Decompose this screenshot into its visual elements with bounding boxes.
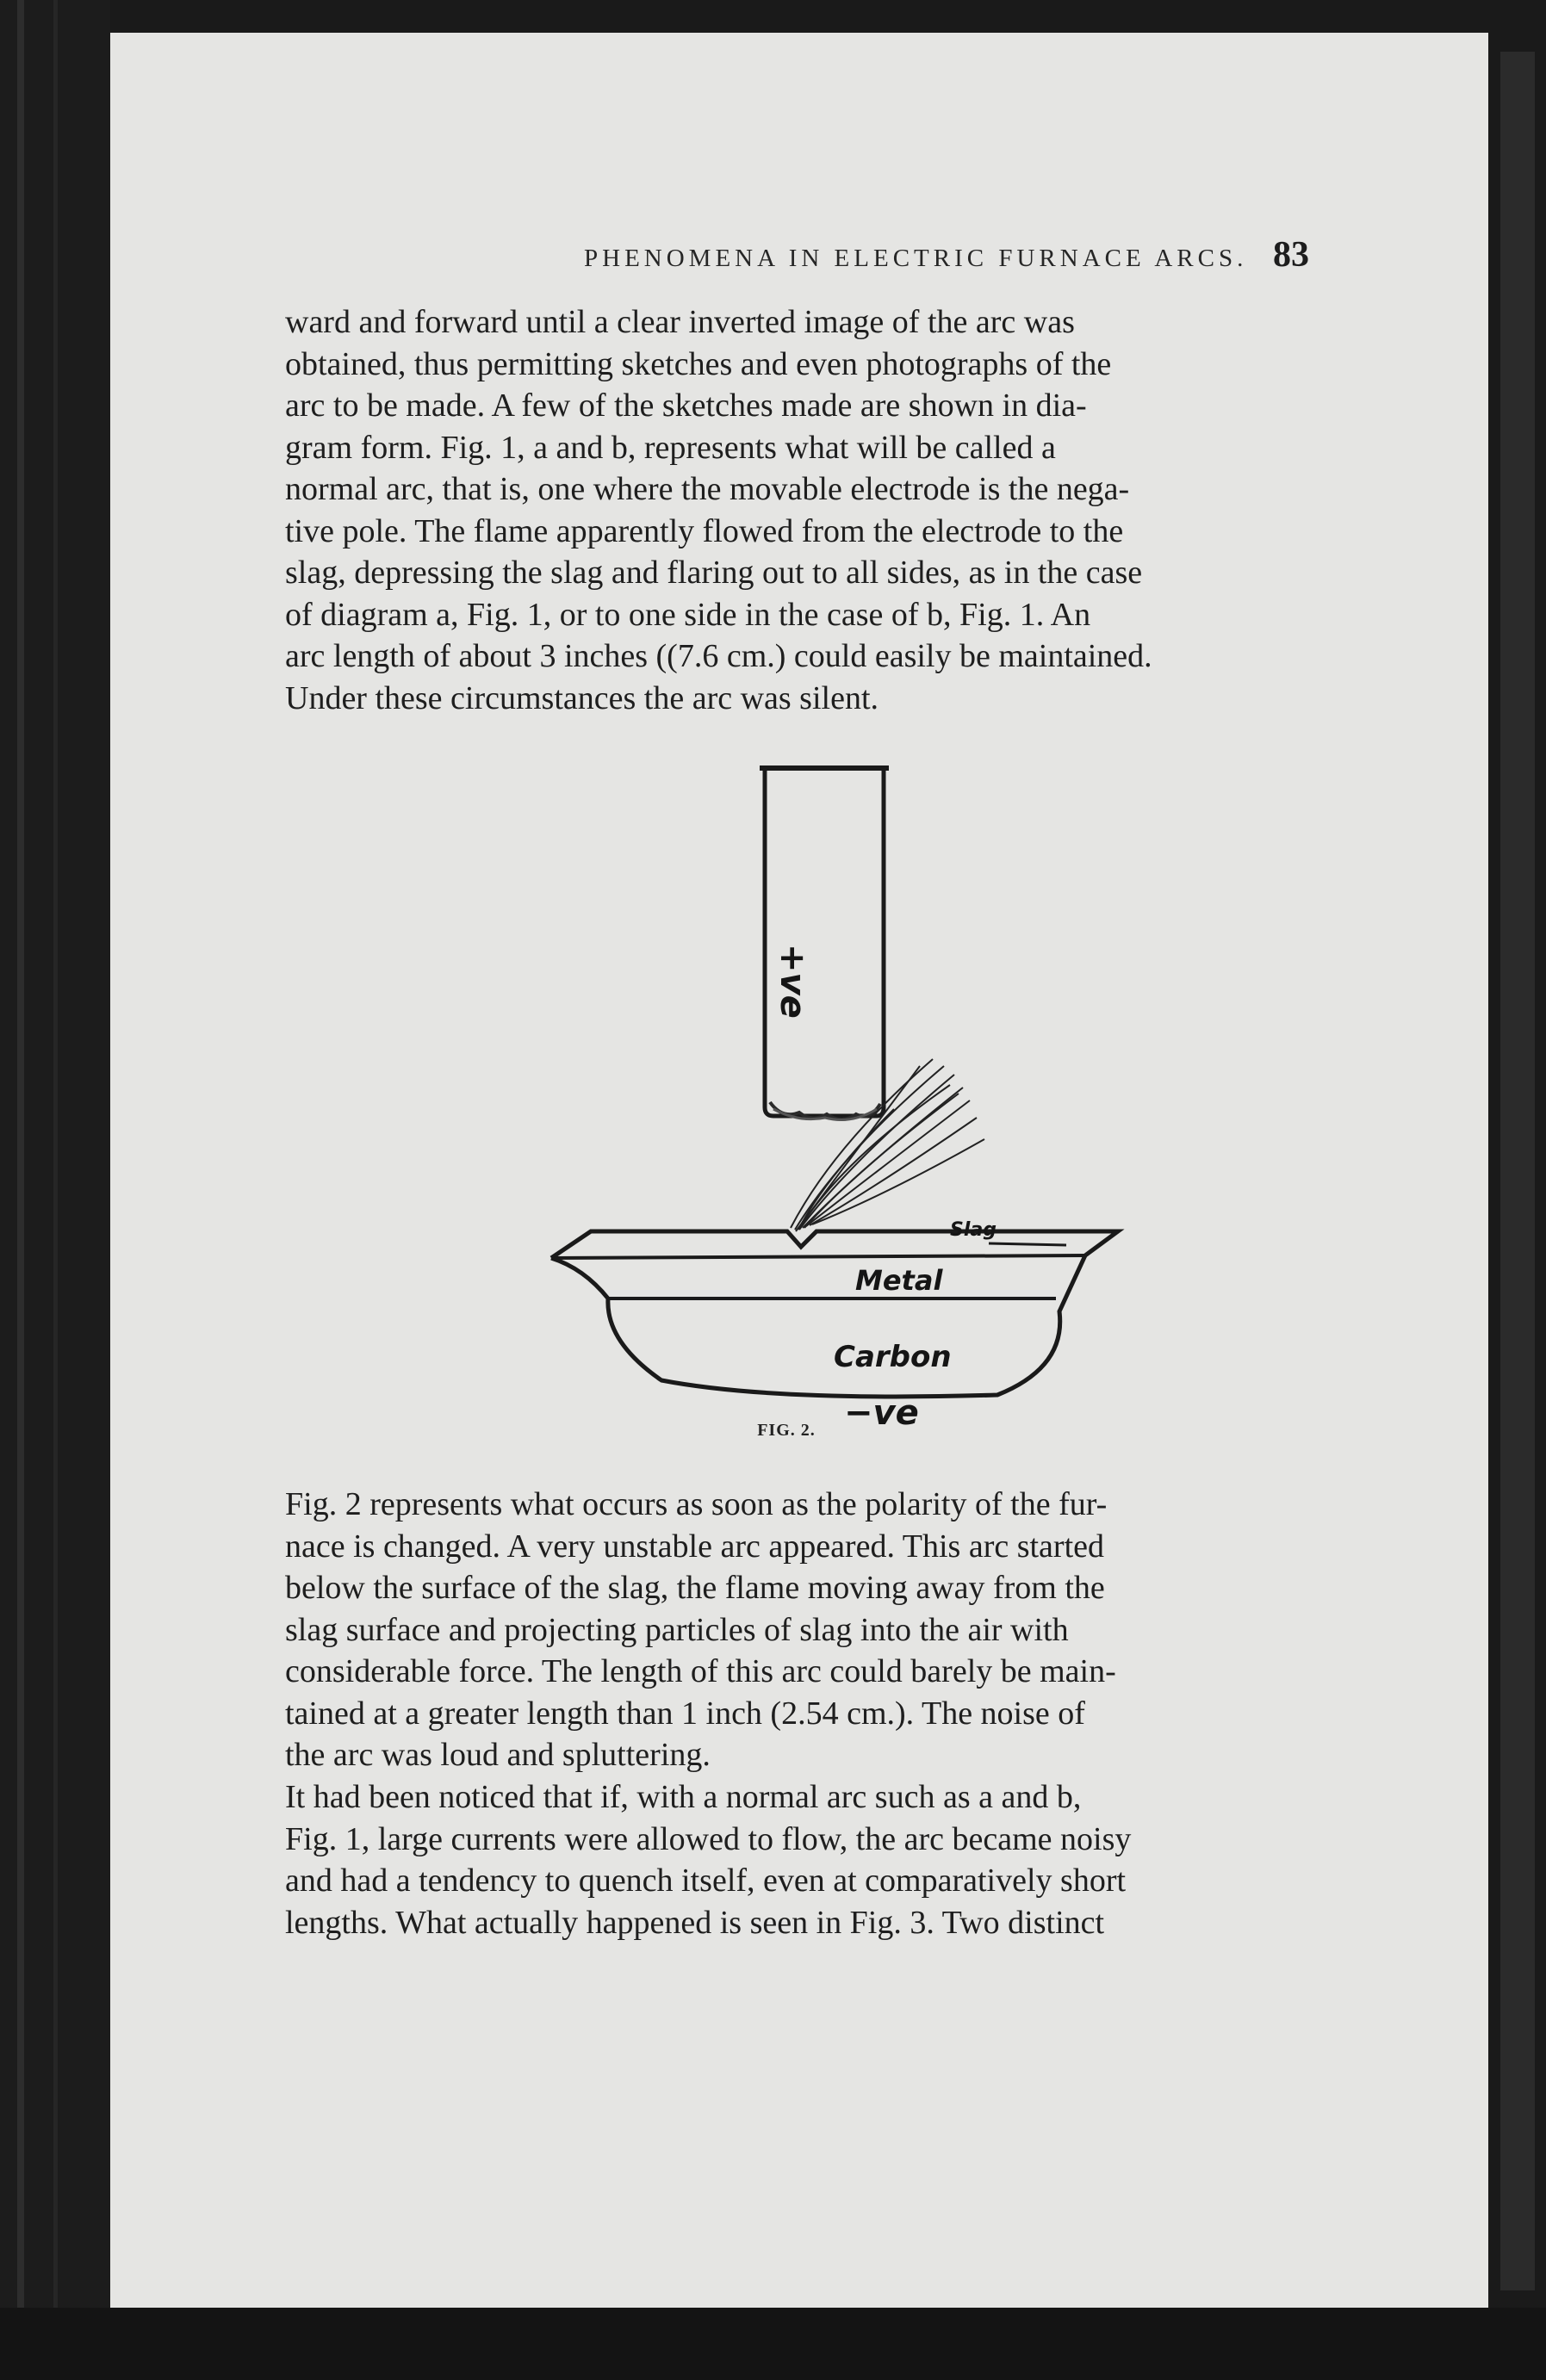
- electrode-body: [765, 768, 884, 1116]
- text-line: ward and forward until a clear inverted image of the arc was: [285, 304, 1075, 340]
- scan-border-bottom: [0, 2308, 1546, 2380]
- slag-pointer: [989, 1243, 1066, 1245]
- page-number: 83: [1273, 235, 1309, 275]
- page-edge-shadow: [1500, 52, 1535, 2290]
- book-page: [110, 33, 1488, 2308]
- text-line: slag surface and projecting particles of slag into the air with: [285, 1611, 1069, 1648]
- figure-caption: FIG. 2.: [757, 1421, 816, 1440]
- slag-label: Slag: [950, 1219, 997, 1241]
- paragraph: [285, 1776, 1306, 1943]
- paragraph: [285, 301, 1306, 719]
- text-line: Fig. 2 represents what occurs as soon as the polarity of the fur-: [285, 1486, 1108, 1522]
- paragraph: [285, 1484, 1306, 1776]
- text-line: Fig. 1, large currents were allowed to flow, the arc became noisy: [285, 1820, 1132, 1857]
- scan-border-top: [0, 0, 1546, 33]
- text-line: tive pole. The flame apparently flowed from the electrode to the: [285, 512, 1124, 549]
- negative-polarity-label: −ve: [844, 1393, 919, 1433]
- electrode-polarity-label: +ve: [773, 944, 812, 1019]
- slag-bottom-line: [551, 1255, 1085, 1258]
- figure-2-diagram: [515, 747, 1152, 1436]
- text-line: arc length of about 3 inches ((7.6 cm.) could easily be maintained.: [285, 638, 1152, 674]
- crucible-outline: [551, 1255, 1085, 1397]
- arc-flame: [791, 1059, 984, 1231]
- text-line: gram form. Fig. 1, a and b, represents what will be called a: [285, 429, 1056, 466]
- scan-border-left: [0, 0, 110, 2380]
- text-line: of diagram a, Fig. 1, or to one side in the case of b, Fig. 1. An: [285, 596, 1091, 633]
- text-line: normal arc, that is, one where the movable electrode is the nega-: [285, 471, 1130, 507]
- text-line: arc to be made. A few of the sketches made are shown in dia-: [285, 387, 1087, 424]
- text-line: nace is changed. A very unstable arc appeared. This arc started: [285, 1528, 1105, 1565]
- running-head: PHENOMENA IN ELECTRIC FURNACE ARCS.: [584, 245, 1248, 272]
- scan-streak: [53, 0, 58, 2380]
- text-line: considerable force. The length of this arc could barely be main-: [285, 1653, 1116, 1689]
- page-header: [472, 232, 1333, 284]
- metal-label: Metal: [855, 1264, 943, 1297]
- text-line: tained at a greater length than 1 inch (2.54 cm.). The noise of: [285, 1695, 1085, 1732]
- scan-streak: [17, 0, 24, 2380]
- arc-diagram-svg: [515, 747, 1152, 1436]
- text-line: and had a tendency to quench itself, even at comparatively short: [285, 1862, 1127, 1899]
- text-line: below the surface of the slag, the flame moving away from the: [285, 1570, 1105, 1606]
- text-line: Under these circumstances the arc was silent.: [285, 679, 879, 716]
- text-line: slag, depressing the slag and flaring out to all sides, as in the case: [285, 555, 1143, 591]
- carbon-label: Carbon: [834, 1340, 952, 1374]
- scan-border-right: [1488, 0, 1546, 2380]
- text-line: It had been noticed that if, with a normal arc such as a and b,: [285, 1779, 1082, 1815]
- text-line: obtained, thus permitting sketches and even photographs of the: [285, 345, 1112, 382]
- text-line: lengths. What actually happened is seen in Fig. 3. Two distinct: [285, 1904, 1105, 1941]
- text-line: the arc was loud and spluttering.: [285, 1737, 711, 1773]
